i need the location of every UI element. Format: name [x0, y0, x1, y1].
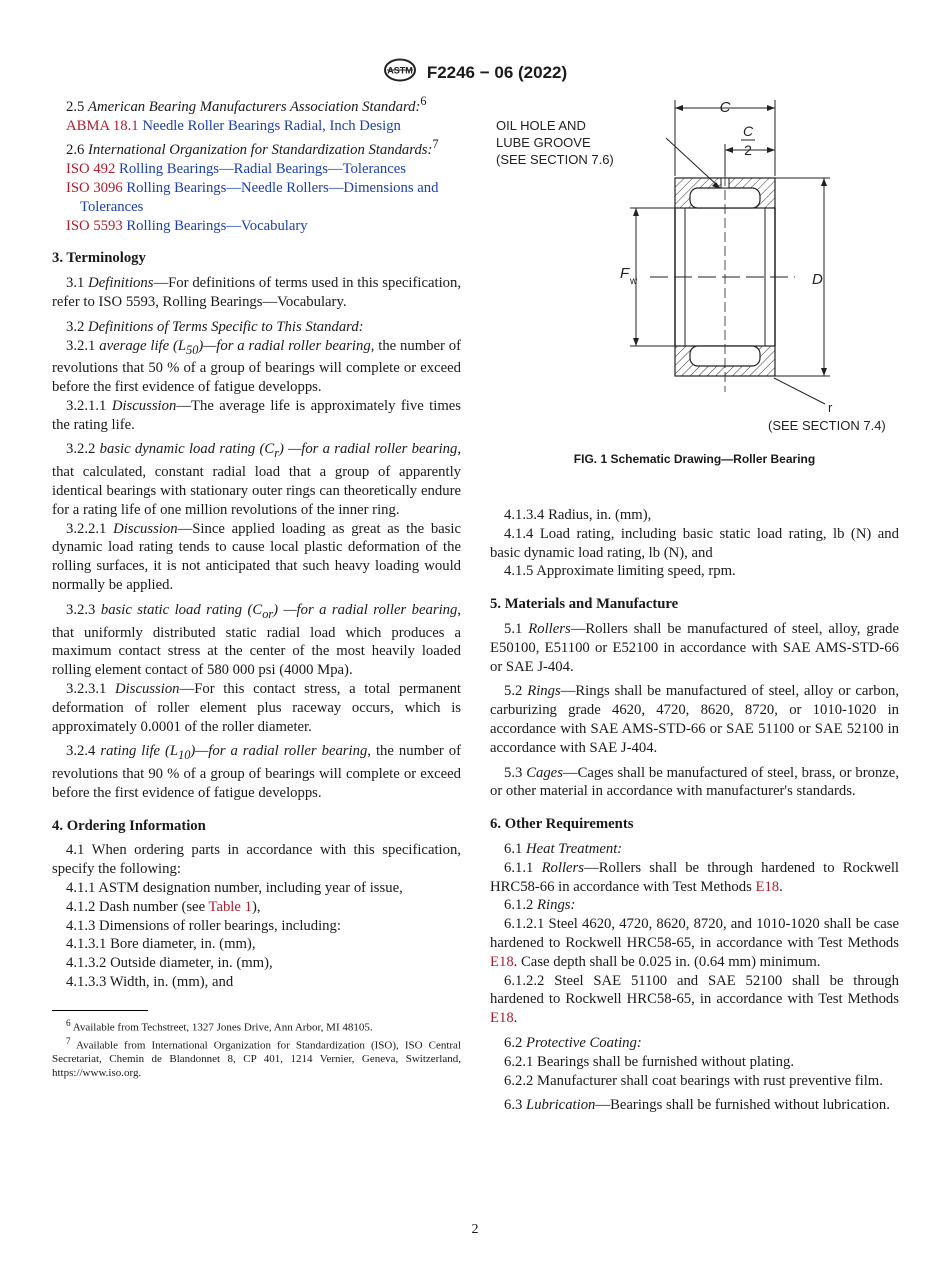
ref-iso-492[interactable]: ISO 492 Rolling Bearings—Radial Bearings—Tolerances — [66, 161, 406, 178]
dim-c-label: C — [719, 99, 731, 116]
e18-link[interactable]: E18 — [490, 953, 514, 970]
section-4-1-5: 4.1.5 Approximate limiting speed, rpm. — [504, 563, 736, 580]
footnote-divider — [52, 1010, 148, 1011]
heading-other-requirements: 6. Other Requirements — [490, 816, 634, 833]
section-5-2: 5.2 Rings—Rings shall be manufactured of steel, alloy or carbon, carburizing grade 4620, 4720, 8620, 8720, or 1010-1020 in accordance with SAE AMS-STD-66 or SAE 51100 or SAE 52100 in accordance with SAE J-404. — [490, 683, 899, 756]
dim-fw-label: F — [620, 265, 630, 282]
section-4-1-3: 4.1.3 Dimensions of roller bearings, including: — [66, 917, 341, 934]
right-column — [490, 92, 899, 1115]
section-4-1: 4.1 When ordering parts in accordance with this specification, specify the following: — [52, 842, 461, 878]
section-6-1-1: 6.1.1 Rollers—Rollers shall be through hardened to Rockwell HRC58-66 in accordance with Test Methods E18. — [490, 859, 900, 895]
section-4-1-3-4: 4.1.3.4 Radius, in. (mm), — [504, 507, 652, 523]
section-4-1-3-3: 4.1.3.3 Width, in. (mm), and — [66, 974, 234, 990]
section-6-3: 6.3 Lubrication—Bearings shall be furnished without lubrication. — [504, 1097, 890, 1114]
section-5-1: 5.1 Rollers—Rollers shall be manufactured of steel, alloy, grade E50100, E51100 or E52100 in accordance with SAE AMS-STD-66 or SAE J-404. — [490, 620, 899, 675]
section-4-1-4: 4.1.4 Load rating, including basic static load rating, lb (N) and basic dynamic load rating, lb (N), and — [490, 525, 899, 561]
see-section-7-4-label: (SEE SECTION 7.4) — [768, 418, 886, 433]
figure-caption: FIG. 1 Schematic Drawing—Roller Bearing — [573, 451, 816, 466]
radius-label: r — [828, 400, 833, 415]
table-1-link[interactable]: Table 1 — [208, 898, 252, 915]
section-3-2-1-1: 3.2.1.1 Discussion—The average life is approximately five times the rating life. — [52, 397, 461, 433]
section-4-1-3-2: 4.1.3.2 Outside diameter, in. (mm), — [66, 955, 273, 972]
roller-bearing-drawing — [490, 92, 899, 442]
section-6-1-2-1: 6.1.2.1 Steel 4620, 4720, 8620, 8720, and 1010-1020 shall be case hardened to Rockwell HRC58-65, in accordance with Test Methods E18. Case depth shall be 0.025 in. (0.64 mm) minimum. — [490, 916, 899, 970]
section-6-1-2-2: 6.1.2.2 Steel SAE 51100 and SAE 52100 shall be through hardened to Rockwell HRC58-65, in accordance with Test Methods E18. — [490, 972, 899, 1027]
footnote-6: $^6$ Available from Techstreet, 1327 Jones Drive, Ann Arbor, MI 48105. — [66, 1017, 373, 1034]
oil-hole-label-3: (SEE SECTION 7.6) — [496, 152, 614, 167]
section-5-3: 5.3 Cages—Cages shall be manufactured of steel, brass, or bronze, or other material in accordance with manufacturer's standards. — [490, 764, 899, 800]
ref-abma-18-1[interactable]: ABMA 18.1 Needle Roller Bearings Radial, Inch Design — [66, 117, 401, 134]
section-4-1-2: 4.1.2 Dash number (see Table 1), — [66, 898, 261, 915]
left-column — [52, 92, 461, 1080]
section-3-1: 3.1 Definitions—For definitions of terms used in this specification, refer to ISO 5593, Rolling Bearings—Vocabulary. — [52, 275, 462, 310]
footnote-7: $^7$ Available from International Organization for Standardization (ISO), ISO Central Secretariat, Chemin de Blandonnet 8, CP 401, 1214 Vernier, Geneva, Switzerland, https://www.iso.org. — [52, 1035, 461, 1079]
section-3-2-2: 3.2.2 basic dynamic load rating $(C_r)$ —for a radial roller bearing, that calculated, constant radial load that a group of apparently identical bearings with stationary outer rings can theoretically endure for a rating life of one million revolutions of the inner ring. — [52, 441, 462, 518]
e18-link[interactable]: E18 — [490, 1010, 514, 1027]
dim-c-half-den: 2 — [744, 142, 752, 158]
section-2-6: 2.6 International Organization for Standardization Standards:$^7$ — [66, 137, 439, 159]
section-6-2-1: 6.2.1 Bearings shall be furnished without plating. — [504, 1053, 795, 1070]
astm-logo — [383, 58, 417, 87]
section-3-2-4: 3.2.4 rating life $(L_{10})—for$ a radial roller bearing, the number of revolutions that 90 % of a group of bearings will complete or exceed before the first evidence of fatigue developps. — [52, 743, 462, 801]
section-4-1-1: 4.1.1 ASTM designation number, including year of issue, — [66, 880, 403, 897]
section-4-1-3-1: 4.1.3.1 Bore diameter, in. (mm), — [66, 936, 256, 953]
section-6-2-2: 6.2.2 Manufacturer shall coat bearings with rust preventive film. — [504, 1072, 883, 1089]
oil-hole-label-2: LUBE GROOVE — [496, 135, 591, 150]
heading-terminology: 3. Terminology — [52, 250, 146, 267]
svg-text:ASTM: ASTM — [387, 65, 413, 76]
dim-c-half-num: C — [742, 123, 754, 139]
section-3-2-2-1: 3.2.2.1 Discussion—Since applied loading as great as the basic dynamic load rating tends to cause local plastic deformation of the rolling surfaces, it is not anticipated that such heavy loading would normally be applied. — [52, 520, 461, 593]
oil-hole-label-1: OIL HOLE AND — [496, 118, 586, 133]
section-6-1-2: 6.1.2 Rings: — [504, 897, 576, 914]
heading-ordering-information: 4. Ordering Information — [52, 817, 206, 834]
section-6-1: 6.1 Heat Treatment: — [504, 840, 623, 857]
dim-d-label: D — [812, 271, 823, 288]
heading-materials-manufacture: 5. Materials and Manufacture — [490, 596, 679, 613]
document-designation: F2246 − 06 (2022) — [426, 62, 568, 82]
dim-fw-sub: w — [630, 276, 638, 287]
section-2-5: 2.5 American Bearing Manufacturers Association Standard:$^6$ — [66, 94, 427, 115]
section-3-2-3: 3.2.3 basic static load rating $(C_{or})$ —for a radial roller bearing, that uniformly distributed static radial load which produces a maximum contact stress at the center of the most heavily loaded rolling element contact of 580 000 psi (4000 Mpa). — [52, 601, 462, 679]
ref-iso-5593[interactable]: ISO 5593 Rolling Bearings—Vocabulary — [66, 217, 308, 234]
page-number: 2 — [471, 1222, 479, 1237]
page-header — [0, 58, 950, 87]
e18-link[interactable]: E18 — [755, 878, 780, 895]
section-3-2-3-1: 3.2.3.1 Discussion—For this contact stress, a total permanent deformation of roller element plus raceway occurs, which is approximately 0.0001 of the roller diameter. — [52, 680, 462, 735]
section-3-2: 3.2 Definitions of Terms Specific to This Standard: — [66, 318, 364, 335]
ref-iso-3096[interactable]: ISO 3096 Rolling Bearings—Needle Rollers—Dimensions and Tolerances — [66, 179, 439, 215]
figure-1 — [490, 92, 899, 466]
section-3-2-1: 3.2.1 average life $(L_{50})—for$ a radial roller bearing, the number of revolutions that 50 % of a group of bearings will complete or exceed before the first evidence of fatigue developps. — [52, 337, 461, 396]
section-6-2: 6.2 Protective Coating: — [504, 1034, 642, 1051]
